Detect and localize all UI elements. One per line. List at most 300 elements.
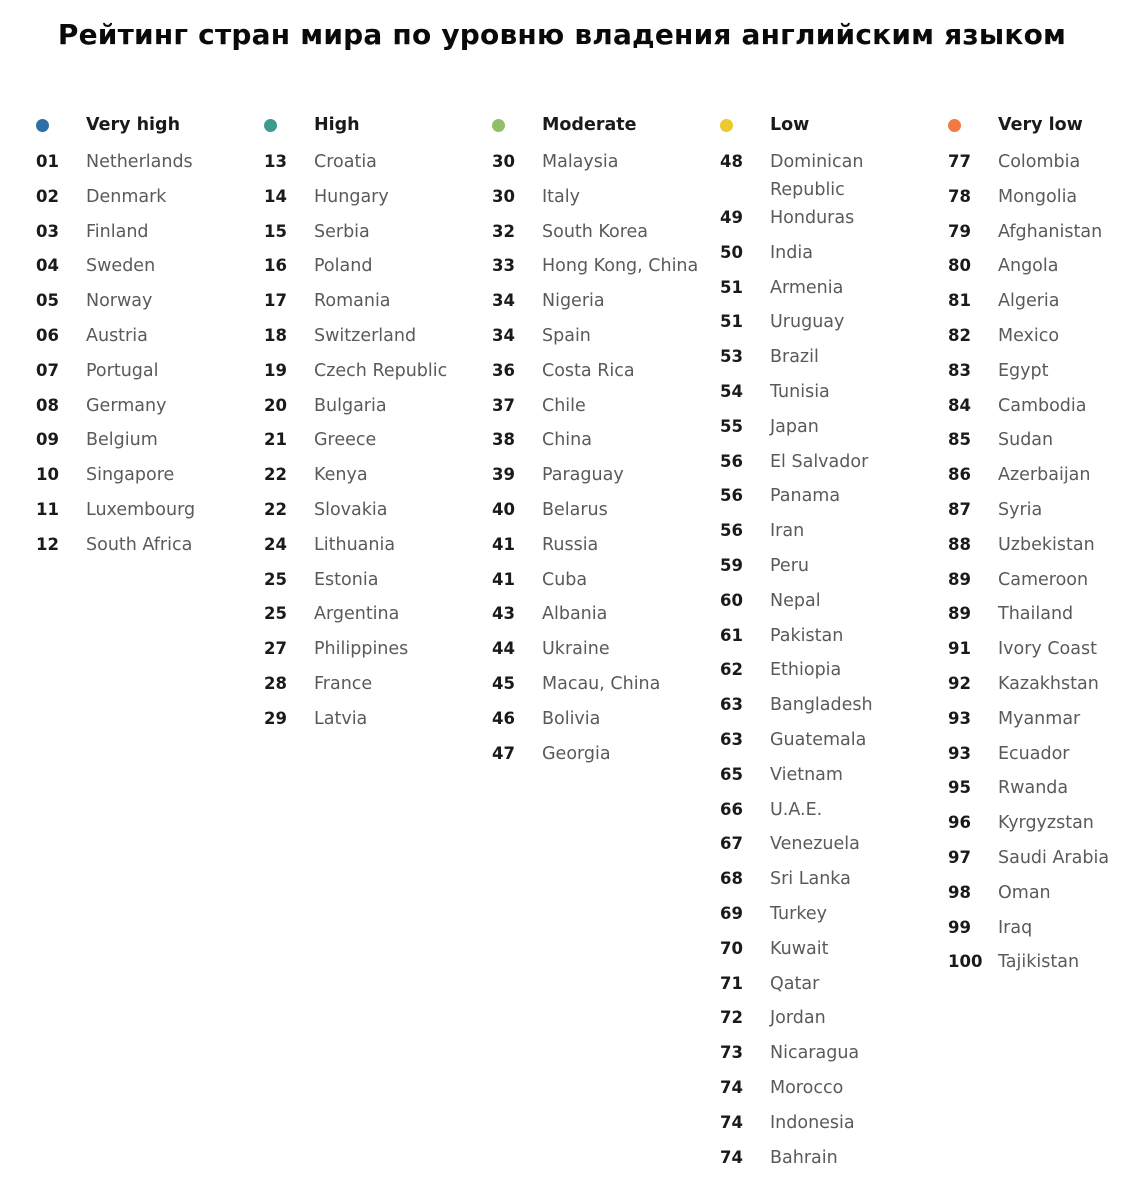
rank-number: 37: [492, 395, 515, 415]
list-item: [36, 218, 258, 253]
rank-number: 70: [720, 938, 743, 958]
list-item: [720, 552, 942, 587]
list-item: [36, 322, 258, 357]
country-name: Switzerland: [314, 325, 417, 346]
list-item: [720, 1074, 942, 1109]
country-name: Ecuador: [998, 743, 1070, 764]
list-item: [492, 218, 714, 253]
country-name: Chile: [542, 395, 586, 416]
rank-number: 09: [36, 430, 59, 450]
country-name: Armenia: [770, 277, 844, 298]
level-header: [264, 110, 486, 140]
country-name: Argentina: [314, 604, 400, 625]
country-name: Kazakhstan: [998, 673, 1099, 694]
country-name: Kenya: [314, 465, 368, 486]
country-name: Mongolia: [998, 186, 1078, 207]
rank-number: 89: [948, 569, 971, 589]
rank-number: 56: [720, 451, 743, 471]
country-name: Azerbaijan: [998, 465, 1091, 486]
rank-number: 16: [264, 256, 287, 276]
country-name: Ukraine: [542, 639, 610, 660]
list-item: [264, 426, 486, 461]
list-item: [720, 148, 942, 204]
country-name: Syria: [998, 499, 1043, 520]
list-item: [492, 183, 714, 218]
country-name: Finland: [86, 221, 149, 242]
column-very-low: [948, 110, 1142, 983]
country-name: China: [542, 430, 592, 451]
rank-number: 08: [36, 395, 59, 415]
list-item: [720, 830, 942, 865]
rank-number: 74: [720, 1112, 743, 1132]
level-label: Low: [770, 115, 810, 135]
list-item: [720, 970, 942, 1005]
country-name: Vietnam: [770, 764, 843, 785]
rank-number: 22: [264, 499, 287, 519]
rank-number: 63: [720, 695, 743, 715]
rank-number: 51: [720, 277, 743, 297]
list-item: [948, 774, 1142, 809]
rank-number: 63: [720, 729, 743, 749]
level-dot-icon: [492, 119, 505, 132]
rank-number: 34: [492, 325, 515, 345]
list-item: [264, 183, 486, 218]
list-item: [264, 600, 486, 635]
country-name: Indonesia: [770, 1112, 855, 1133]
rank-number: 93: [948, 708, 971, 728]
rank-number: 89: [948, 604, 971, 624]
level-header: [36, 110, 258, 140]
list-item: [492, 566, 714, 601]
country-name: Nepal: [770, 590, 821, 611]
list-item: [948, 183, 1142, 218]
rank-number: 41: [492, 534, 515, 554]
country-list: [264, 148, 486, 740]
country-name: India: [770, 242, 813, 263]
country-name: Thailand: [998, 604, 1074, 625]
rank-number: 11: [36, 499, 59, 519]
rank-number: 17: [264, 291, 287, 311]
list-item: [492, 148, 714, 183]
country-name: Bulgaria: [314, 395, 387, 416]
country-name: Albania: [542, 604, 608, 625]
country-name: Spain: [542, 325, 591, 346]
list-item: [948, 392, 1142, 427]
column-moderate: [492, 110, 714, 774]
country-name: Mexico: [998, 325, 1060, 346]
country-name: Panama: [770, 486, 841, 507]
country-name: Saudi Arabia: [998, 847, 1110, 868]
rank-number: 85: [948, 430, 971, 450]
list-item: [492, 322, 714, 357]
list-item: [492, 287, 714, 322]
rank-number: 56: [720, 486, 743, 506]
level-header: [948, 110, 1142, 140]
list-item: [264, 322, 486, 357]
list-item: [948, 914, 1142, 949]
level-label: Moderate: [542, 115, 637, 135]
list-item: [720, 1039, 942, 1074]
rank-number: 68: [720, 869, 743, 889]
list-item: [720, 1144, 942, 1179]
country-name: Hong Kong, China: [542, 256, 699, 277]
level-dot-icon: [720, 119, 733, 132]
list-item: [720, 308, 942, 343]
country-name: Italy: [542, 186, 580, 207]
country-name: Georgia: [542, 743, 611, 764]
rank-number: 61: [720, 625, 743, 645]
column-very-high: [36, 110, 258, 566]
rank-number: 92: [948, 673, 971, 693]
country-name: Czech Republic: [314, 360, 448, 381]
rank-number: 22: [264, 465, 287, 485]
country-name: Luxembourg: [86, 499, 196, 520]
country-name: Kyrgyzstan: [998, 813, 1094, 834]
country-list: [492, 148, 714, 774]
rank-number: 56: [720, 521, 743, 541]
rank-number: 72: [720, 1008, 743, 1028]
rank-number: 30: [492, 152, 515, 171]
country-name: South Africa: [86, 534, 193, 555]
rank-number: 29: [264, 708, 287, 728]
list-item: [36, 287, 258, 322]
level-dot-icon: [948, 119, 961, 132]
list-item: [720, 761, 942, 796]
country-name: Philippines: [314, 639, 409, 660]
country-list: [720, 148, 942, 1178]
list-item: [36, 496, 258, 531]
column-low: [720, 110, 942, 1178]
list-item: [264, 670, 486, 705]
level-dot-icon: [264, 119, 277, 132]
list-item: [36, 252, 258, 287]
rank-number: 84: [948, 395, 971, 415]
level-label: Very low: [998, 115, 1083, 135]
country-name: Poland: [314, 256, 373, 277]
list-item: [36, 531, 258, 566]
rank-number: 54: [720, 381, 743, 401]
rank-number: 05: [36, 291, 59, 311]
rank-number: 60: [720, 590, 743, 610]
list-item: [720, 343, 942, 378]
list-item: [264, 392, 486, 427]
rank-number: 13: [264, 152, 287, 171]
list-item: [492, 531, 714, 566]
country-name: Costa Rica: [542, 360, 635, 381]
rank-number: 41: [492, 569, 515, 589]
rank-number: 87: [948, 499, 971, 519]
list-item: [264, 218, 486, 253]
list-item: [720, 656, 942, 691]
rank-number: 67: [720, 834, 743, 854]
country-name: Cameroon: [998, 569, 1089, 590]
list-item: [720, 274, 942, 309]
list-item: [948, 809, 1142, 844]
list-item: [720, 691, 942, 726]
country-name: Honduras: [770, 208, 855, 228]
rank-number: 27: [264, 639, 287, 659]
rank-number: 36: [492, 360, 515, 380]
list-item: [948, 635, 1142, 670]
country-name: Myanmar: [998, 708, 1081, 729]
country-list: [948, 148, 1142, 983]
country-name: Macau, China: [542, 673, 661, 694]
country-name: Algeria: [998, 291, 1060, 312]
rank-number: 39: [492, 465, 515, 485]
rank-number: 03: [36, 221, 59, 241]
list-item: [264, 531, 486, 566]
list-item: [720, 1109, 942, 1144]
country-name: Bahrain: [770, 1147, 838, 1168]
rank-number: 97: [948, 847, 971, 867]
rank-number: 44: [492, 639, 515, 659]
list-item: [720, 587, 942, 622]
country-name: Austria: [86, 325, 148, 346]
rank-number: 49: [720, 208, 743, 227]
country-name: Dominican Republic: [770, 152, 864, 200]
country-name: France: [314, 673, 373, 694]
rank-number: 21: [264, 430, 287, 450]
list-item: [720, 1004, 942, 1039]
rank-number: 65: [720, 764, 743, 784]
country-name: Portugal: [86, 360, 159, 381]
list-item: [492, 357, 714, 392]
rank-number: 86: [948, 465, 971, 485]
list-item: [948, 600, 1142, 635]
list-item: [948, 844, 1142, 879]
rank-number: 19: [264, 360, 287, 380]
rank-number: 79: [948, 221, 971, 241]
country-name: Sweden: [86, 256, 156, 277]
list-item: [492, 426, 714, 461]
list-item: [948, 879, 1142, 914]
list-item: [720, 204, 942, 239]
rank-number: 81: [948, 291, 971, 311]
rank-number: 38: [492, 430, 515, 450]
rank-number: 96: [948, 813, 971, 833]
country-name: Nicaragua: [770, 1043, 860, 1064]
list-item: [36, 148, 258, 183]
rank-number: 62: [720, 660, 743, 680]
country-name: Kuwait: [770, 938, 829, 959]
rank-number: 47: [492, 743, 515, 763]
rank-number: 69: [720, 903, 743, 923]
list-item: [492, 705, 714, 740]
list-item: [264, 461, 486, 496]
page-title: Рейтинг стран мира по уровню владения английским языком: [57, 18, 1067, 51]
rank-number: 59: [720, 555, 743, 575]
list-item: [492, 252, 714, 287]
list-item: [720, 796, 942, 831]
rank-number: 46: [492, 708, 515, 728]
rank-number: 33: [492, 256, 515, 276]
country-list: [36, 148, 258, 566]
list-item: [36, 392, 258, 427]
rank-number: 88: [948, 534, 971, 554]
list-item: [264, 252, 486, 287]
country-name: Pakistan: [770, 625, 844, 646]
rank-number: 04: [36, 256, 59, 276]
country-name: Uruguay: [770, 312, 845, 333]
rank-number: 53: [720, 347, 743, 367]
list-item: [492, 635, 714, 670]
list-item: [264, 635, 486, 670]
country-name: Sri Lanka: [770, 869, 851, 890]
country-name: Belgium: [86, 430, 158, 451]
country-name: Russia: [542, 534, 599, 555]
rank-number: 83: [948, 360, 971, 380]
list-item: [492, 740, 714, 775]
country-name: Belarus: [542, 499, 608, 520]
country-name: Colombia: [998, 152, 1081, 172]
rank-number: 14: [264, 186, 287, 206]
rank-number: 43: [492, 604, 515, 624]
country-name: South Korea: [542, 221, 649, 242]
rank-number: 50: [720, 242, 743, 262]
country-name: Ethiopia: [770, 660, 842, 681]
country-name: Egypt: [998, 360, 1049, 381]
list-item: [264, 287, 486, 322]
list-item: [948, 566, 1142, 601]
country-name: Uzbekistan: [998, 534, 1095, 555]
rank-number: 99: [948, 917, 971, 937]
list-item: [948, 496, 1142, 531]
rank-number: 78: [948, 186, 971, 206]
rank-number: 10: [36, 465, 59, 485]
rank-number: 77: [948, 152, 971, 171]
list-item: [948, 461, 1142, 496]
country-name: Romania: [314, 291, 391, 312]
rank-number: 20: [264, 395, 287, 415]
list-item: [720, 622, 942, 657]
list-item: [720, 378, 942, 413]
country-name: Sudan: [998, 430, 1054, 451]
country-name: Netherlands: [86, 152, 193, 172]
country-name: Bangladesh: [770, 695, 873, 716]
level-header: [720, 110, 942, 140]
column-high: [264, 110, 486, 740]
country-name: Tajikistan: [998, 952, 1080, 973]
rank-number: 34: [492, 291, 515, 311]
list-item: [36, 461, 258, 496]
list-item: [720, 900, 942, 935]
rank-number: 73: [720, 1043, 743, 1063]
list-item: [948, 705, 1142, 740]
list-item: [36, 183, 258, 218]
rank-number: 91: [948, 639, 971, 659]
rank-number: 45: [492, 673, 515, 693]
rank-number: 80: [948, 256, 971, 276]
country-name: Afghanistan: [998, 221, 1103, 242]
country-name: Serbia: [314, 221, 370, 242]
country-name: Cambodia: [998, 395, 1087, 416]
list-item: [720, 935, 942, 970]
list-item: [264, 566, 486, 601]
rank-number: 74: [720, 1077, 743, 1097]
country-name: Venezuela: [770, 834, 860, 855]
country-name: Iran: [770, 521, 805, 542]
list-item: [948, 670, 1142, 705]
list-item: [948, 948, 1142, 983]
list-item: [264, 496, 486, 531]
list-item: [948, 287, 1142, 322]
country-name: Bolivia: [542, 708, 601, 729]
list-item: [264, 705, 486, 740]
rank-number: 98: [948, 882, 971, 902]
rank-number: 51: [720, 312, 743, 332]
rank-number: 12: [36, 534, 59, 554]
list-item: [720, 413, 942, 448]
list-item: [948, 252, 1142, 287]
country-name: Germany: [86, 395, 167, 416]
list-item: [948, 218, 1142, 253]
country-name: Turkey: [770, 903, 827, 924]
level-label: High: [314, 115, 360, 135]
country-name: Qatar: [770, 973, 820, 994]
rank-number: 18: [264, 325, 287, 345]
country-name: Lithuania: [314, 534, 396, 555]
list-item: [720, 482, 942, 517]
level-dot-icon: [36, 119, 49, 132]
rank-number: 25: [264, 604, 287, 624]
country-name: Hungary: [314, 186, 389, 207]
list-item: [264, 148, 486, 183]
list-item: [720, 865, 942, 900]
list-item: [492, 392, 714, 427]
list-item: [720, 239, 942, 274]
country-name: Angola: [998, 256, 1059, 277]
level-label: Very high: [86, 115, 181, 135]
rank-number: 32: [492, 221, 515, 241]
rank-number: 30: [492, 186, 515, 206]
list-item: [948, 740, 1142, 775]
rank-number: 48: [720, 152, 743, 171]
list-item: [36, 357, 258, 392]
level-header: [492, 110, 714, 140]
rank-number: 02: [36, 186, 59, 206]
list-item: [948, 357, 1142, 392]
rank-number: 07: [36, 360, 59, 380]
list-item: [948, 322, 1142, 357]
country-name: Brazil: [770, 347, 819, 368]
country-name: Estonia: [314, 569, 379, 590]
country-name: Japan: [770, 416, 819, 437]
country-name: Singapore: [86, 465, 175, 486]
rank-number: 25: [264, 569, 287, 589]
country-name: Peru: [770, 555, 809, 576]
rank-number: 28: [264, 673, 287, 693]
list-item: [492, 670, 714, 705]
rank-number: 82: [948, 325, 971, 345]
list-item: [720, 726, 942, 761]
rank-number: 66: [720, 799, 743, 819]
country-name: Cuba: [542, 569, 588, 590]
list-item: [492, 496, 714, 531]
country-name: U.A.E.: [770, 799, 823, 820]
country-name: Morocco: [770, 1077, 844, 1098]
list-item: [720, 517, 942, 552]
list-item: [948, 531, 1142, 566]
country-name: Latvia: [314, 708, 368, 729]
country-name: Denmark: [86, 186, 167, 207]
rank-number: 01: [36, 152, 59, 171]
rank-number: 55: [720, 416, 743, 436]
rank-number: 95: [948, 778, 971, 798]
country-name: Guatemala: [770, 729, 867, 750]
country-name: Oman: [998, 882, 1051, 903]
country-name: Ivory Coast: [998, 639, 1097, 660]
country-name: Paraguay: [542, 465, 624, 486]
